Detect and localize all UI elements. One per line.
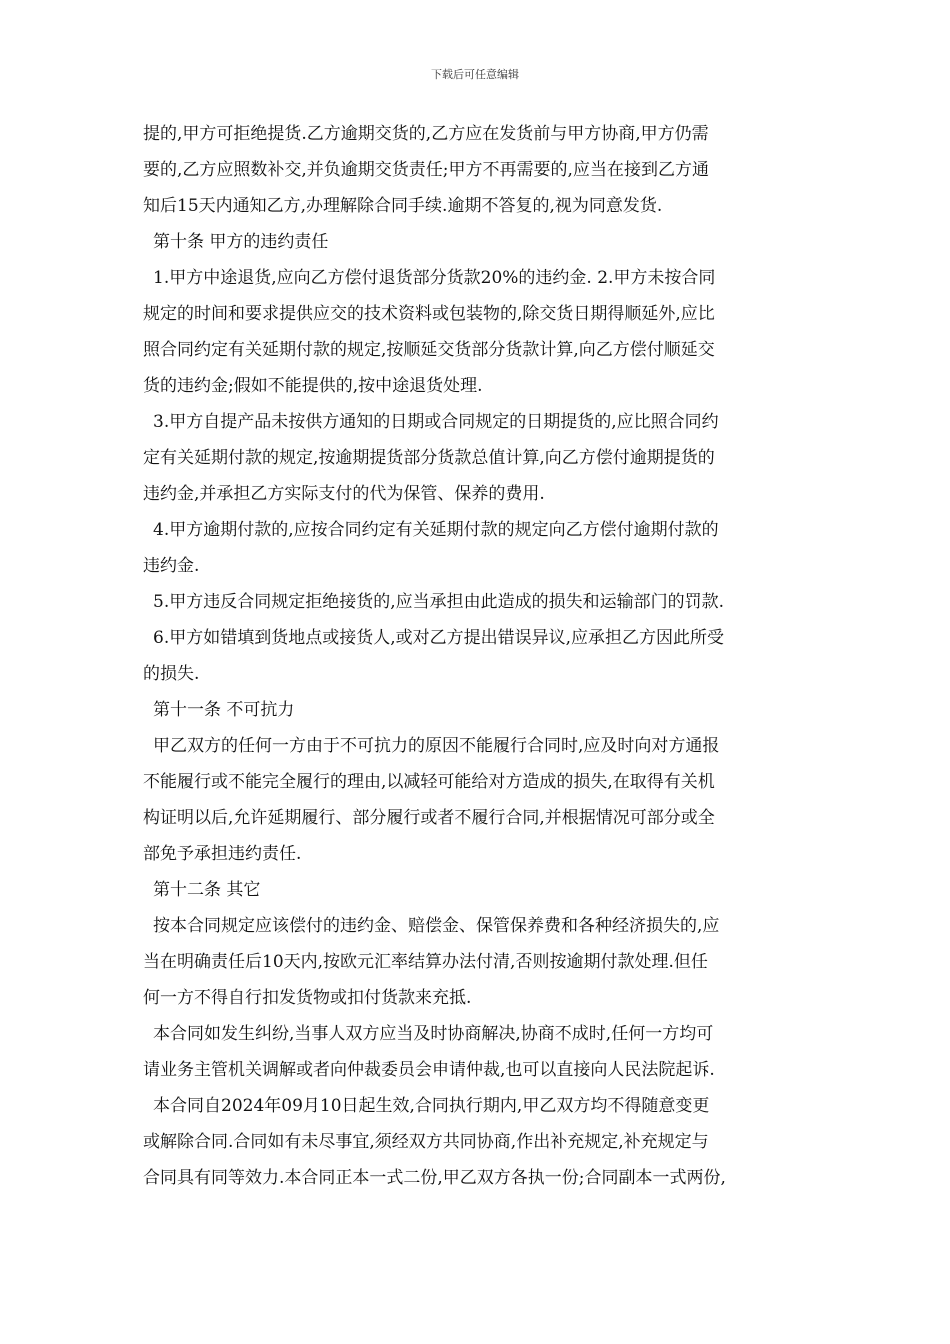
text-line: 甲乙双方的任何一方由于不可抗力的原因不能履行合同时,应及时向对方通报 (153, 736, 720, 756)
text-line: 违约金,并承担乙方实际支付的代为保管、保养的费用. (143, 484, 545, 504)
text-line: 第十一条 不可抗力 (153, 700, 295, 720)
text-line: 提的,甲方可拒绝提货.乙方逾期交货的,乙方应在发货前与甲方协商,甲方仍需 (143, 124, 709, 144)
text-line: 当在明确责任后10天内,按欧元汇率结算办法付清,否则按逾期付款处理.但任 (143, 952, 708, 972)
text-line: 本合同自2024年09月10日起生效,合同执行期内,甲乙双方均不得随意变更 (153, 1096, 710, 1116)
text-line: 规定的时间和要求提供应交的技术资料或包装物的,除交货日期得顺延外,应比 (143, 304, 715, 324)
text-line: 的损失. (143, 664, 200, 684)
text-line: 合同具有同等效力.本合同正本一式二份,甲乙双方各执一份;合同副本一式两份, (143, 1168, 726, 1188)
text-line: 第十条 甲方的违约责任 (153, 232, 329, 252)
text-line: 违约金. (143, 556, 200, 576)
text-line: 1.甲方中途退货,应向乙方偿付退货部分货款20%的违约金. 2.甲方未按合同 (153, 268, 716, 288)
document-body (143, 116, 815, 1196)
text-line: 不能履行或不能完全履行的理由,以减轻可能给对方造成的损失,在取得有关机 (143, 772, 715, 792)
text-line: 构证明以后,允许延期履行、部分履行或者不履行合同,并根据情况可部分或全 (143, 808, 715, 828)
page-header: 下载后可任意编辑 (431, 68, 519, 81)
text-line: 3.甲方自提产品未按供方通知的日期或合同规定的日期提货的,应比照合同约 (153, 412, 719, 432)
text-line: 定有关延期付款的规定,按逾期提货部分货款总值计算,向乙方偿付逾期提货的 (143, 448, 715, 468)
text-line: 4.甲方逾期付款的,应按合同约定有关延期付款的规定向乙方偿付逾期付款的 (153, 520, 719, 540)
text-line: 请业务主管机关调解或者向仲裁委员会申请仲裁,也可以直接向人民法院起诉. (143, 1060, 715, 1080)
text-line: 第十二条 其它 (153, 880, 261, 900)
text-line: 本合同如发生纠纷,当事人双方应当及时协商解决,协商不成时,任何一方均可 (153, 1024, 714, 1044)
text-line: 5.甲方违反合同规定拒绝接货的,应当承担由此造成的损失和运输部门的罚款. (153, 592, 725, 612)
text-line: 部免予承担违约责任. (143, 844, 302, 864)
text-line: 何一方不得自行扣发货物或扣付货款来充抵. (143, 988, 472, 1008)
text-line: 6.甲方如错填到货地点或接货人,或对乙方提出错误异议,应承担乙方因此所受 (153, 628, 725, 648)
text-line: 按本合同规定应该偿付的违约金、赔偿金、保管保养费和各种经济损失的,应 (153, 916, 720, 936)
text-line: 知后15天内通知乙方,办理解除合同手续.逾期不答复的,视为同意发货. (143, 196, 663, 216)
text-line: 要的,乙方应照数补交,并负逾期交货责任;甲方不再需要的,应当在接到乙方通 (143, 160, 709, 180)
text-line: 货的违约金;假如不能提供的,按中途退货处理. (143, 376, 483, 396)
text-line: 照合同约定有关延期付款的规定,按顺延交货部分货款计算,向乙方偿付顺延交 (143, 340, 715, 360)
text-line: 或解除合同.合同如有未尽事宜,须经双方共同协商,作出补充规定,补充规定与 (143, 1132, 709, 1152)
